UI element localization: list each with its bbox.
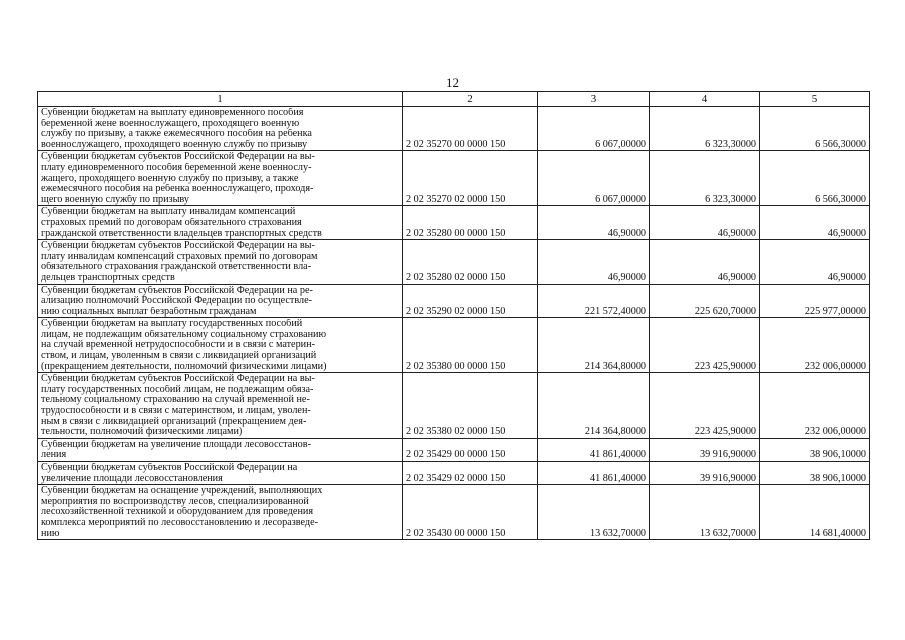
value-col3-cell: 6 067,00000 (538, 107, 650, 151)
row-name-cell (38, 284, 403, 318)
budget-code-cell: 2 02 35430 00 0000 150 (403, 485, 538, 540)
row-name-cell (38, 151, 403, 206)
value-col5-cell: 46,90000 (760, 240, 870, 284)
column-header-5: 5 (760, 92, 870, 107)
row-name-line: дельцев транспортных средств (41, 272, 175, 283)
table-row (38, 107, 870, 151)
row-name-line: на случай временной нетрудоспособности и в связи с материн- (41, 340, 315, 351)
table-header-row (38, 92, 870, 107)
value-col3-cell: 41 861,40000 (538, 438, 650, 461)
value-col4-cell: 6 323,30000 (650, 107, 760, 151)
table-row (38, 151, 870, 206)
table-row (38, 462, 870, 485)
value-col4-cell: 225 620,70000 (650, 284, 760, 318)
row-name-line: ежемесячного пособия на ребенка военнослужащего, проходя- (41, 184, 314, 195)
row-name-line: службу по призыву, а также ежемесячного пособия на ребенка (41, 129, 312, 140)
budget-code-cell: 2 02 35429 02 0000 150 (403, 462, 538, 485)
row-name-cell (38, 373, 403, 439)
row-name-line: беременной жене военнослужащего, проходящего военную (41, 118, 300, 129)
row-name-line: обязательного страхования гражданской ответственности вла- (41, 262, 312, 273)
budget-code-cell: 2 02 35280 02 0000 150 (403, 240, 538, 284)
table-row (38, 485, 870, 540)
row-name-line: тельности, полномочий физическими лицами) (41, 427, 243, 438)
row-name-cell (38, 318, 403, 373)
row-name-line: щего военную службу по призыву (41, 194, 189, 205)
row-name-line: трудоспособности и в связи с материнством, и лицам, уволен- (41, 406, 311, 417)
budget-code-cell: 2 02 35380 00 0000 150 (403, 318, 538, 373)
row-name-line: страховых премий по договорам обязательного страхования (41, 217, 302, 228)
budget-code-cell: 2 02 35429 00 0000 150 (403, 438, 538, 461)
page-number: 12 (446, 75, 459, 90)
row-name-line: плату единовременного пособия беременной жене военнослу- (41, 162, 312, 173)
value-col5-cell: 38 906,10000 (760, 462, 870, 485)
row-name-line: Субвенции бюджетам субъектов Российской Федерации на ре- (41, 285, 313, 296)
row-name-cell (38, 240, 403, 284)
value-col5-cell: 6 566,30000 (760, 151, 870, 206)
value-col5-cell: 38 906,10000 (760, 438, 870, 461)
value-col3-cell: 46,90000 (538, 240, 650, 284)
row-name-cell (38, 438, 403, 461)
budget-code-cell: 2 02 35290 02 0000 150 (403, 284, 538, 318)
row-name-line: нию социальных выплат безработным гражданам (41, 306, 257, 317)
table-row (38, 318, 870, 373)
budget-code-cell: 2 02 35280 00 0000 150 (403, 206, 538, 240)
row-name-line: Субвенции бюджетам субъектов Российской Федерации на (41, 463, 298, 473)
budget-code-cell: 2 02 35270 00 0000 150 (403, 107, 538, 151)
column-header-3: 3 (538, 92, 650, 107)
row-name-line: Субвенции бюджетам на увеличение площади лесовосстанов- (41, 439, 311, 450)
value-col3-cell: 41 861,40000 (538, 462, 650, 485)
value-col3-cell: 221 572,40000 (538, 284, 650, 318)
row-name-cell (38, 107, 403, 151)
row-name-line: Субвенции бюджетам субъектов Российской Федерации на вы- (41, 241, 315, 252)
row-name-line: ализацию полномочий Российской Федерации по осуществле- (41, 296, 313, 307)
table-row (38, 373, 870, 439)
value-col3-cell: 214 364,80000 (538, 373, 650, 439)
row-name-line: ным в связи с ликвидацией организаций (прекращением дея- (41, 416, 307, 427)
row-name-line: Субвенции бюджетам субъектов Российской Федерации на вы- (41, 152, 315, 163)
value-col4-cell: 46,90000 (650, 206, 760, 240)
row-name-line: тельному социальному страхованию на случай временной не- (41, 395, 310, 406)
row-name-line: гражданской ответственности владельцев транспортных средств (41, 228, 322, 239)
table-row (38, 206, 870, 240)
value-col4-cell: 13 632,70000 (650, 485, 760, 540)
value-col5-cell: 14 681,40000 (760, 485, 870, 540)
row-name-line: мероприятия по воспроизводству лесов, специализированной (41, 496, 309, 507)
table-row (38, 240, 870, 284)
row-name-cell (38, 462, 403, 485)
row-name-line: военнослужащего, проходящего военную службу по призыву (41, 139, 308, 150)
value-col4-cell: 39 916,90000 (650, 438, 760, 461)
table-row (38, 284, 870, 318)
value-col4-cell: 39 916,90000 (650, 462, 760, 485)
column-header-4: 4 (650, 92, 760, 107)
table-row (38, 438, 870, 461)
row-name-line: Субвенции бюджетам на выплату инвалидам компенсаций (41, 207, 296, 218)
row-name-cell (38, 485, 403, 540)
budget-table (37, 91, 870, 540)
value-col3-cell: 6 067,00000 (538, 151, 650, 206)
budget-code-cell: 2 02 35380 02 0000 150 (403, 373, 538, 439)
row-name-line: Субвенции бюджетам на выплату государственных пособий (41, 319, 303, 330)
value-col5-cell: 225 977,00000 (760, 284, 870, 318)
value-col4-cell: 46,90000 (650, 240, 760, 284)
row-name-line: плату государственных пособий лицам, не подлежащим обяза- (41, 384, 314, 395)
row-name-line: плату инвалидам компенсаций страховых премий по договорам (41, 251, 318, 262)
column-header-1: 1 (38, 92, 403, 107)
row-name-line: Субвенции бюджетам субъектов Российской Федерации на вы- (41, 374, 315, 385)
value-col4-cell: 223 425,90000 (650, 318, 760, 373)
value-col3-cell: 13 632,70000 (538, 485, 650, 540)
row-name-line: увеличение площади лесовосстановления (41, 473, 223, 484)
budget-code-cell: 2 02 35270 02 0000 150 (403, 151, 538, 206)
value-col4-cell: 223 425,90000 (650, 373, 760, 439)
row-name-line: лесохозяйственной техникой и оборудованием для проведения (41, 507, 314, 518)
row-name-line: нию (41, 528, 60, 539)
value-col5-cell: 232 006,00000 (760, 373, 870, 439)
row-name-line: Субвенции бюджетам на выплату единовременного пособия (41, 108, 304, 118)
row-name-line: комплекса мероприятий по лесовосстановлению и лесоразведе- (41, 517, 319, 528)
row-name-line: Субвенции бюджетам на оснащение учреждений, выполняющих (41, 486, 323, 497)
value-col3-cell: 46,90000 (538, 206, 650, 240)
row-name-cell (38, 206, 403, 240)
column-header-2: 2 (403, 92, 538, 107)
value-col5-cell: 6 566,30000 (760, 107, 870, 151)
row-name-line: жащего, проходящего военную службу по призыву, а также (41, 173, 299, 184)
row-name-line: ством, и лицам, уволенным в связи с ликвидацией организаций (41, 351, 317, 362)
row-name-line: ления (41, 450, 67, 461)
value-col4-cell: 6 323,30000 (650, 151, 760, 206)
row-name-line: (прекращением деятельности, полномочий физическими лицами) (41, 361, 327, 372)
value-col3-cell: 214 364,80000 (538, 318, 650, 373)
value-col5-cell: 46,90000 (760, 206, 870, 240)
row-name-line: лицам, не подлежащим обязательному социальному страхованию (41, 329, 327, 340)
value-col5-cell: 232 006,00000 (760, 318, 870, 373)
